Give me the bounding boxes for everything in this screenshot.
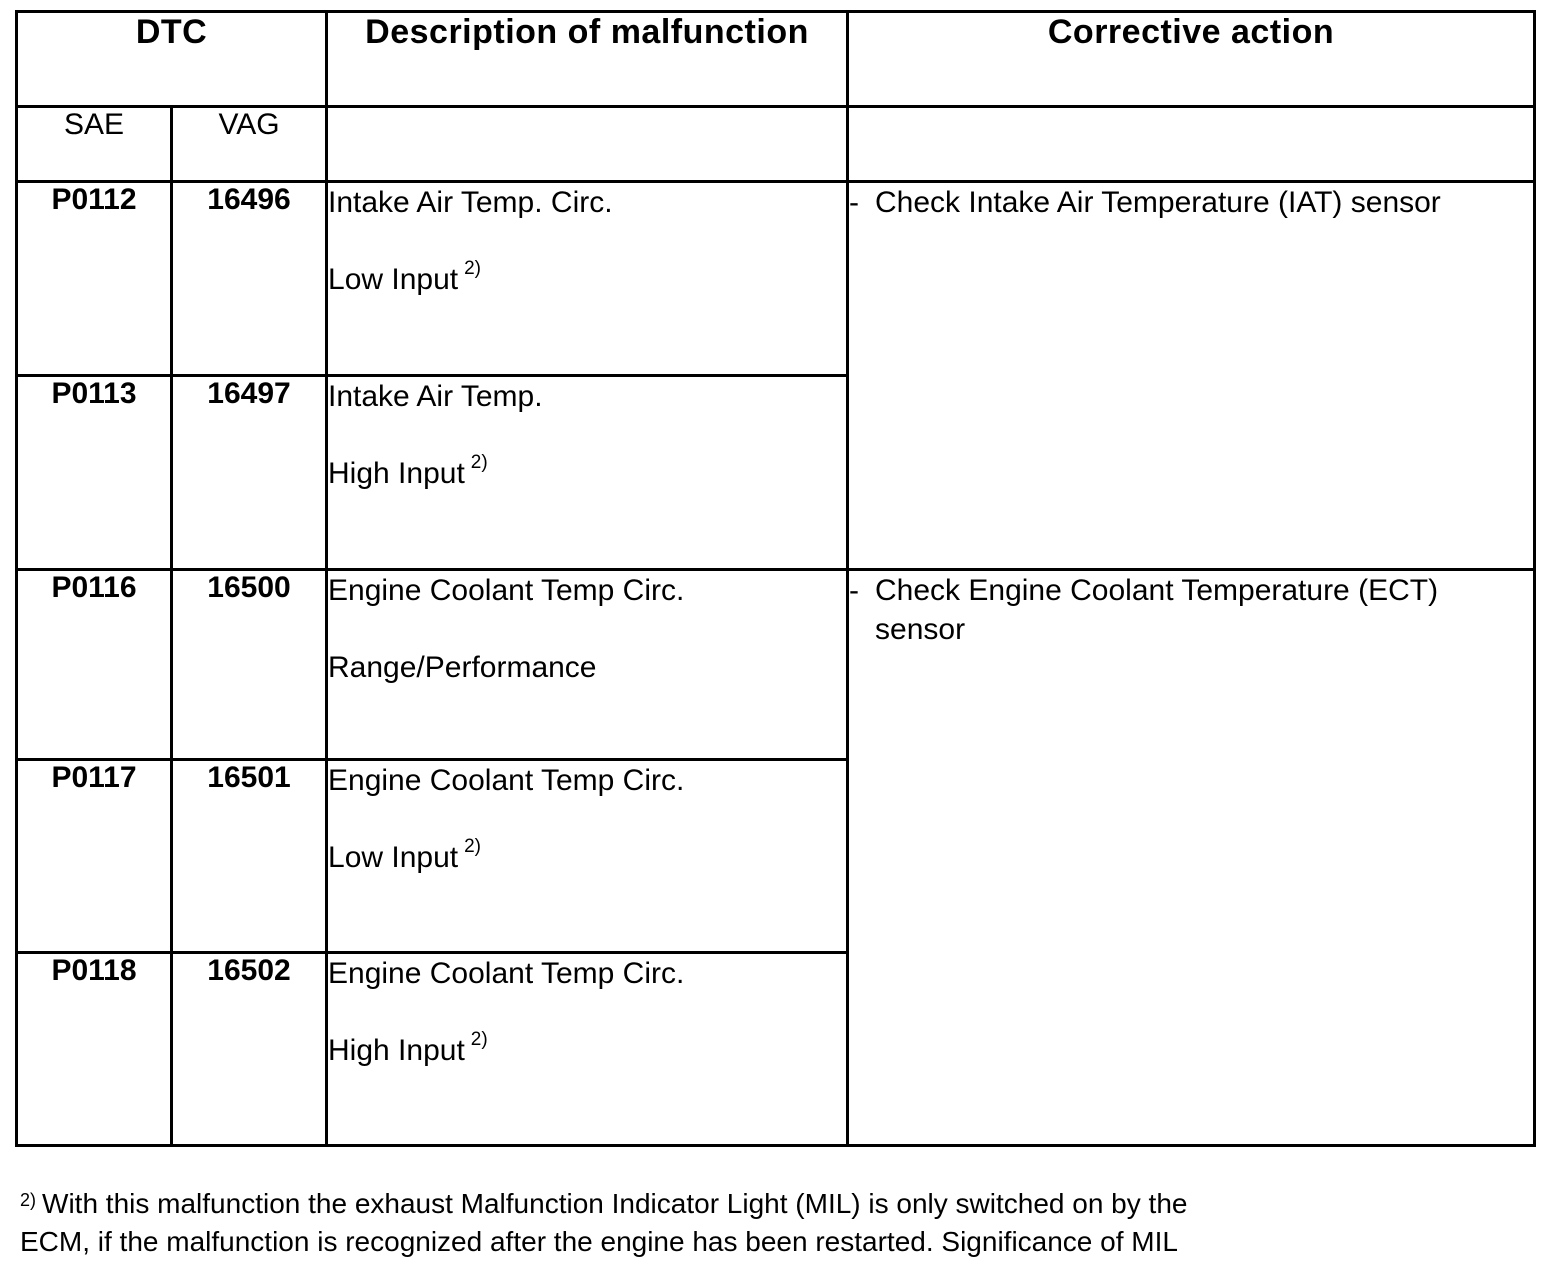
footnote-ref: 2) — [464, 835, 482, 857]
footnote-line1 — [20, 1185, 1350, 1223]
subheader-description-empty — [327, 107, 848, 182]
sae-code: P0117 — [17, 760, 172, 953]
action-text: Check Engine Coolant Temperature (ECT) sensor — [875, 574, 1439, 646]
header-dtc: DTC — [17, 12, 327, 107]
footnote-marker: 2) — [20, 1190, 37, 1210]
footnote-line2: ECM, if the malfunction is recognized after the engine has been restarted. Significance of MIL — [20, 1226, 1178, 1257]
description-line2 — [328, 1028, 846, 1072]
vag-code: 16501 — [172, 760, 327, 953]
sae-code: P0112 — [17, 182, 172, 376]
malfunction-description — [327, 760, 848, 953]
dtc-table — [15, 10, 1536, 1147]
table-row — [17, 570, 1535, 760]
description-line2 — [328, 257, 846, 301]
sae-code: P0118 — [17, 953, 172, 1146]
bullet-dash: - — [849, 574, 860, 607]
sae-code: P0116 — [17, 570, 172, 760]
description-line2-text: High Input — [328, 456, 465, 490]
table-row — [17, 182, 1535, 376]
description-line2-text: Low Input — [328, 262, 459, 296]
description-line2-text: Low Input — [328, 840, 459, 874]
vag-code: 16500 — [172, 570, 327, 760]
header-action: Corrective action — [848, 12, 1535, 107]
vag-code: 16497 — [172, 376, 327, 570]
action-text: Check Intake Air Temperature (IAT) sensor — [875, 186, 1441, 219]
footnote-ref: 2) — [464, 257, 482, 279]
description-line2-text: High Input — [328, 1033, 465, 1067]
malfunction-description — [327, 570, 848, 760]
bullet-dash: - — [849, 186, 860, 219]
malfunction-description — [327, 376, 848, 570]
action-bullet — [849, 183, 1533, 222]
footnote-ref: 2) — [470, 451, 488, 473]
description-line1: Engine Coolant Temp Circ. — [328, 764, 685, 797]
subheader-row — [17, 107, 1535, 182]
description-line1: Engine Coolant Temp Circ. — [328, 574, 685, 607]
description-line2 — [328, 648, 846, 689]
description-line2 — [328, 451, 846, 495]
action-bullet — [849, 571, 1533, 649]
subheader-action-empty — [848, 107, 1535, 182]
footnote — [20, 1185, 1350, 1261]
description-line1: Intake Air Temp. — [328, 380, 543, 413]
sae-code: P0113 — [17, 376, 172, 570]
description-line2 — [328, 835, 846, 879]
malfunction-description — [327, 182, 848, 376]
corrective-action — [848, 182, 1535, 570]
vag-code: 16502 — [172, 953, 327, 1146]
subheader-sae: SAE — [17, 107, 172, 182]
malfunction-description — [327, 953, 848, 1146]
description-line1: Intake Air Temp. Circ. — [328, 186, 613, 219]
header-row — [17, 12, 1535, 107]
header-description: Description of malfunction — [327, 12, 848, 107]
subheader-vag: VAG — [172, 107, 327, 182]
description-line2-text: Range/Performance — [328, 650, 597, 684]
corrective-action — [848, 570, 1535, 1146]
description-line1: Engine Coolant Temp Circ. — [328, 957, 685, 990]
footnote-line1-text: With this malfunction the exhaust Malfunction Indicator Light (MIL) is only switched on by the — [42, 1188, 1188, 1219]
vag-code: 16496 — [172, 182, 327, 376]
footnote-ref: 2) — [470, 1028, 488, 1050]
